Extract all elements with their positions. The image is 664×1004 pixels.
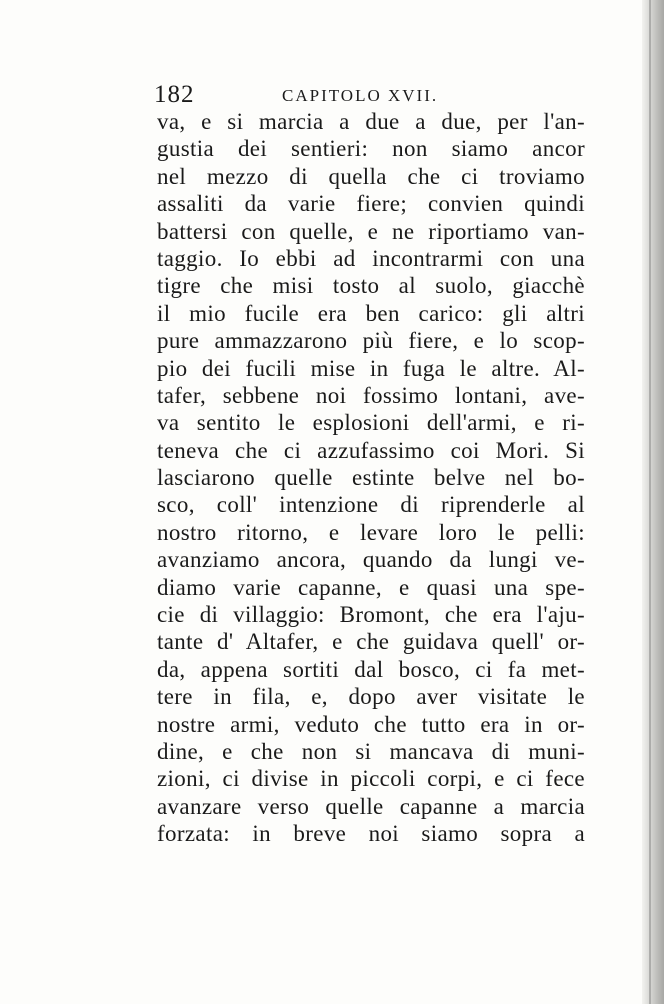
text-line: tante d' Altafer, e che guidava quell' or- <box>157 629 585 655</box>
text-line: nostro ritorno, e levare loro le pelli: <box>157 519 585 545</box>
page-edge-shadow <box>642 0 664 1004</box>
text-line: nel mezzo di quella che ci troviamo <box>157 163 585 189</box>
text-line: il mio fucile era ben carico: gli altri <box>157 300 585 326</box>
text-line: va, e si marcia a due a due, per l'an- <box>157 109 585 134</box>
chapter-title: CAPITOLO XVII. <box>282 86 439 105</box>
text-line: sco, coll' intenzione di riprenderle al <box>157 492 585 518</box>
text-line: taggio. Io ebbi ad incontrarmi con una <box>157 245 585 271</box>
text-line: gustia dei sentieri: non siamo ancor <box>157 136 585 162</box>
text-line: forzata: in breve noi siamo sopra a <box>157 821 585 847</box>
text-line: tere in fila, e, dopo aver visitate le <box>157 684 585 710</box>
text-line: diamo varie capanne, e quasi una spe- <box>157 574 585 600</box>
text-line: battersi con quelle, e ne riportiamo van- <box>157 218 585 244</box>
text-line: da, appena sortiti dal bosco, ci fa met- <box>157 656 585 682</box>
text-line: va sentito le esplosioni dell'armi, e ri- <box>157 410 585 436</box>
body-text <box>157 108 585 848</box>
running-header <box>154 80 584 110</box>
text-line: nostre armi, veduto che tutto era in or- <box>157 711 585 737</box>
text-line: cie di villaggio: Bromont, che era l'aju- <box>157 602 585 628</box>
text-line: pure ammazzarono più fiere, e lo scop- <box>157 328 585 354</box>
text-line: avanziamo ancora, quando da lungi ve- <box>157 547 585 573</box>
text-line: zioni, ci divise in piccoli corpi, e ci fece <box>157 766 585 792</box>
text-line: dine, e che non si mancava di muni- <box>157 738 585 764</box>
text-line: teneva che ci azzufassimo coi Mori. Si <box>157 437 585 463</box>
text-line: assaliti da varie fiere; convien quindi <box>157 191 585 217</box>
text-line: pio dei fucili mise in fuga le altre. Al- <box>157 355 585 381</box>
text-line: tigre che misi tosto al suolo, giacchè <box>157 273 585 299</box>
text-line: lasciarono quelle estinte belve nel bo- <box>157 465 585 491</box>
page-number: 182 <box>154 81 195 108</box>
text-line: tafer, sebbene noi fossimo lontani, ave- <box>157 382 585 408</box>
text-line: avanzare verso quelle capanne a marcia <box>157 793 585 819</box>
